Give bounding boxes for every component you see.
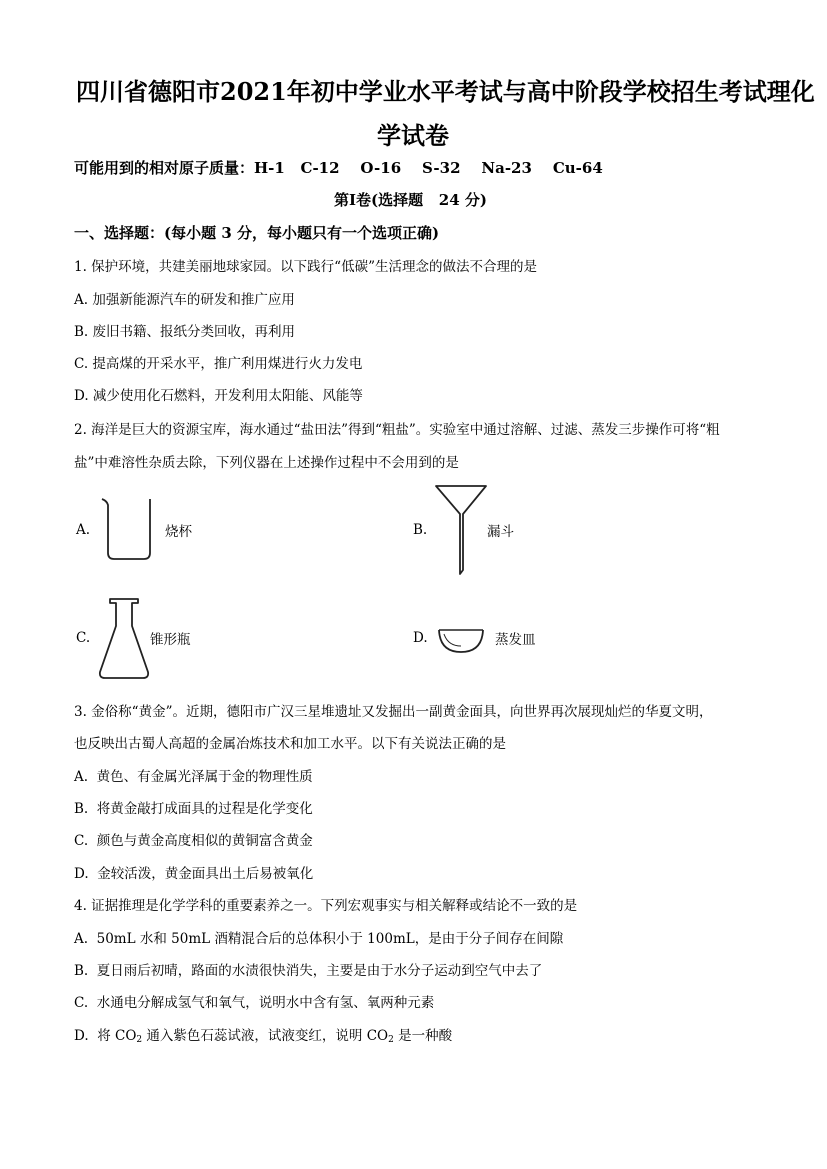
q4-option-d-part1: D. 将 CO [74, 1028, 137, 1044]
q2-stem-line1: 2. 海洋是巨大的资源宝库，海水通过“盐田法”得到“粗盐”。实验室中通过溶解、过滤、蒸发三步操作可将“粗 [74, 422, 720, 438]
q4-option-d-part3: 是一种酸 [393, 1028, 453, 1044]
q2-option-d-letter: D. [413, 630, 428, 646]
q2-option-b-letter: B. [413, 522, 428, 538]
q4-stem: 4. 证据推理是化学学科的重要素养之一。下列宏观事实与相关解释或结论不一致的是 [74, 898, 578, 914]
evaporating-dish-icon [436, 624, 486, 660]
q3-stem-line1: 3. 金俗称“黄金”。近期，德阳市广汉三星堆遗址又发掘出一副黄金面具，向世界再次展现灿烂的华夏文明， [74, 704, 713, 720]
q2-option-a-letter: A. [76, 522, 91, 538]
q3-option-c: C. 颜色与黄金高度相似的黄铜富含黄金 [74, 833, 313, 849]
q4-option-a: A. 50mL 水和 50mL 酒精混合后的总体积小于 100mL，是由于分子间存在间隙 [74, 931, 564, 947]
q4-option-c: C. 水通电分解成氢气和氧气，说明水中含有氢、氧两种元素 [74, 995, 435, 1011]
section-title: 一、选择题：(每小题 3 分，每小题只有一个选项正确) [74, 224, 440, 242]
q1-stem: 1. 保护环境，共建美丽地球家园。以下践行“低碳”生活理念的做法不合理的是 [74, 259, 537, 275]
q1-option-b: B. 废旧书籍、报纸分类回收，再利用 [74, 324, 296, 340]
q2-option-c-label: 锥形瓶 [150, 632, 191, 648]
atomic-masses: 可能用到的相对原子质量：H-1 C-12 O-16 S-32 Na-23 Cu-64 [74, 159, 603, 177]
page-title-line2: 学试卷 [377, 121, 449, 150]
conical-flask-icon [96, 596, 152, 686]
page-title-line1: 四川省德阳市2021年初中学业水平考试与高中阶段学校招生考试理化 [76, 77, 815, 106]
q2-stem-line2: 盐”中难溶性杂质去除，下列仪器在上述操作过程中不会用到的是 [74, 455, 459, 471]
funnel-icon [432, 482, 490, 582]
q2-option-a-label: 烧杯 [165, 524, 192, 540]
q1-option-d: D. 减少使用化石燃料，开发利用太阳能、风能等 [74, 388, 363, 404]
q4-option-d [74, 1024, 452, 1045]
q3-option-d: D. 金较活泼，黄金面具出土后易被氧化 [74, 866, 314, 882]
q4-option-d-part2: 通入紫色石蕊试液，试液变红，说明 CO [142, 1028, 389, 1044]
q3-stem-line2: 也反映出古蜀人高超的金属冶炼技术和加工水平。以下有关说法正确的是 [74, 736, 506, 752]
q1-option-c: C. 提高煤的开采水平，推广利用煤进行火力发电 [74, 356, 363, 372]
q2-option-d-label: 蒸发皿 [495, 632, 536, 648]
q3-option-b: B. 将黄金敲打成面具的过程是化学变化 [74, 801, 313, 817]
part-title: 第I卷(选择题 24 分) [334, 191, 487, 209]
q1-option-a: A. 加强新能源汽车的研发和推广应用 [74, 292, 295, 308]
q2-option-c-letter: C. [76, 630, 91, 646]
q4-option-d-sub2: 2 [388, 1035, 394, 1045]
q4-option-d-sub1: 2 [136, 1035, 143, 1045]
q2-option-b-label: 漏斗 [487, 524, 514, 540]
beaker-icon [100, 495, 160, 567]
q3-option-a: A. 黄色、有金属光泽属于金的物理性质 [74, 769, 313, 785]
q4-option-b: B. 夏日雨后初晴，路面的水渍很快消失，主要是由于水分子运动到空气中去了 [74, 963, 543, 979]
